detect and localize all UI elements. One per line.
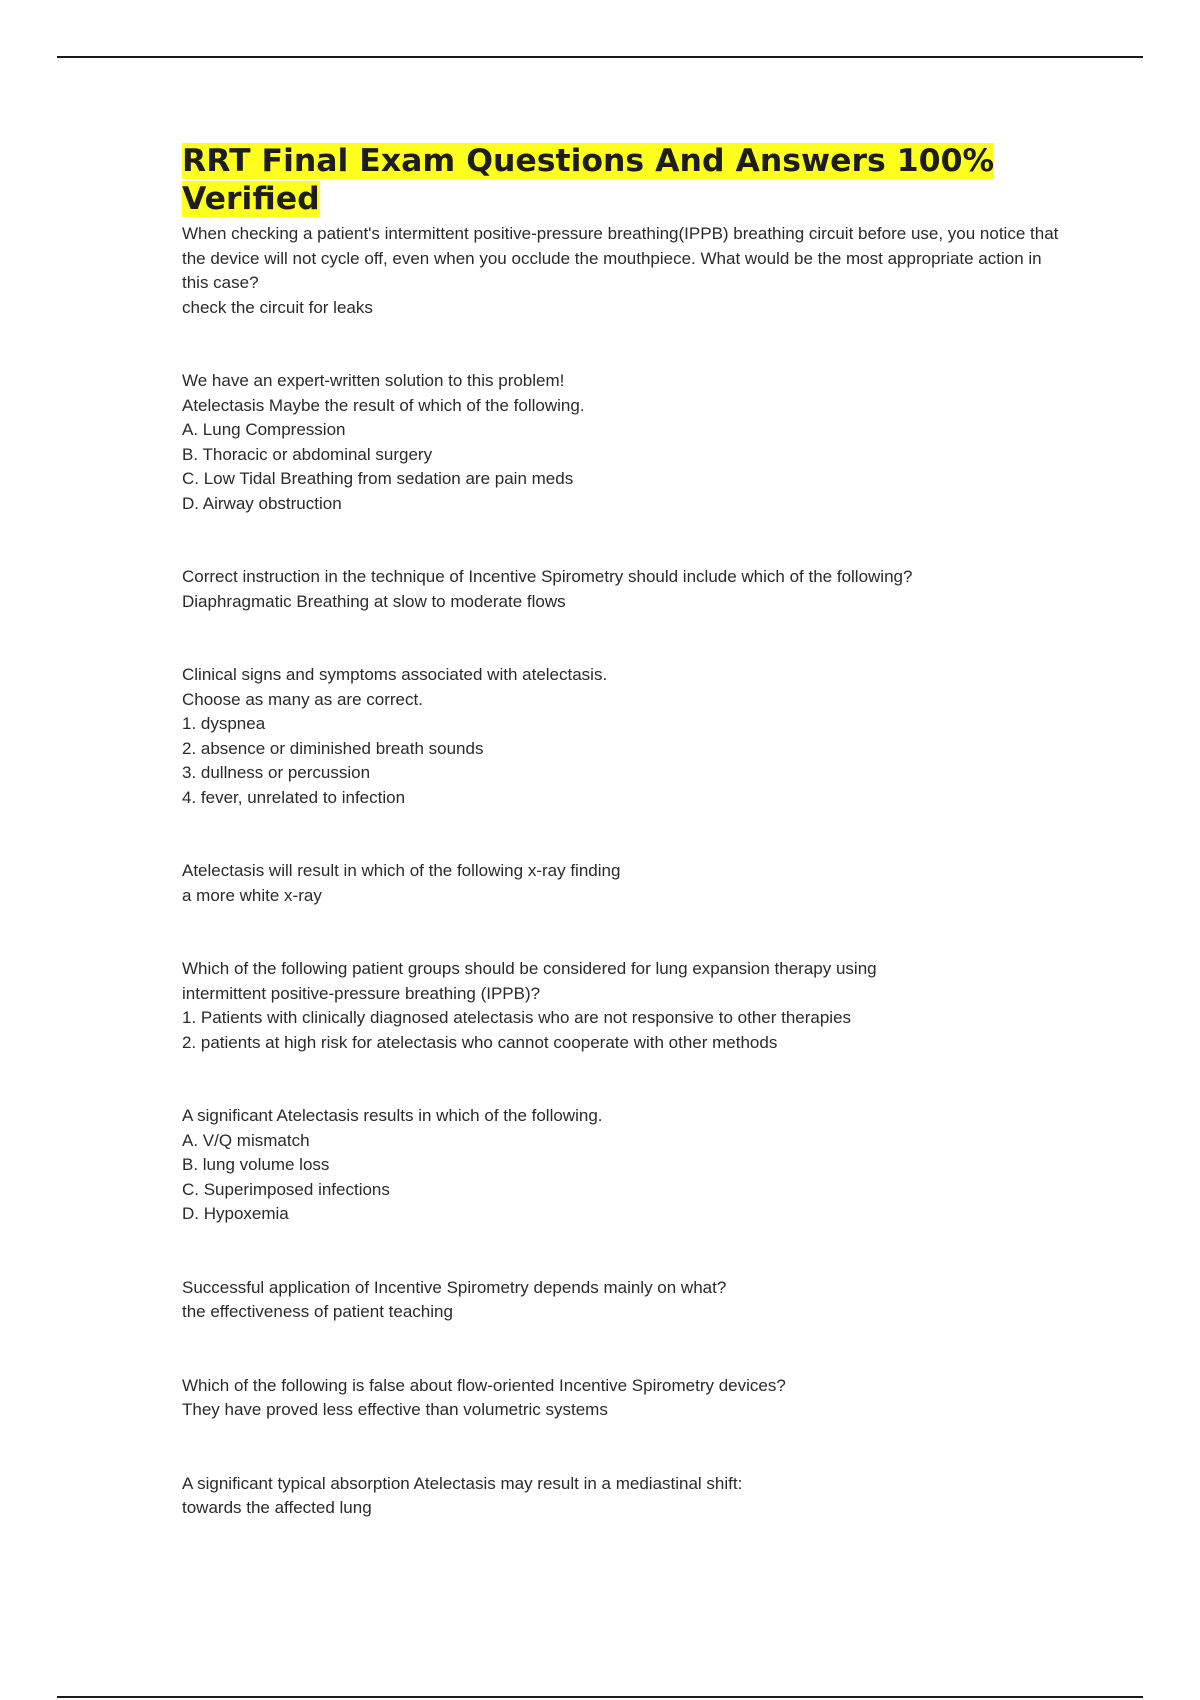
question-text: Which of the following is false about flow-oriented Incentive Spirometry devices? [182, 1375, 786, 1395]
question-text: Atelectasis Maybe the result of which of the following. [182, 395, 585, 415]
answer-text: towards the affected lung [182, 1498, 372, 1517]
document-body [182, 142, 1062, 1521]
title-highlight: RRT Final Exam Questions And Answers 100% Verified [182, 143, 995, 217]
qa-item-10 [182, 1472, 1062, 1521]
question-text-cont: intermittent positive-pressure breathing (IPPB)? [182, 983, 541, 1003]
qa-item-1 [182, 222, 1062, 320]
option-a: A. Lung Compression [182, 420, 346, 439]
answer-item-2: 2. patients at high risk for atelectasis who cannot cooperate with other methods [182, 1032, 778, 1052]
question-instruction: Choose as many as are correct. [182, 689, 423, 709]
question-text: A significant typical absorption Atelectasis may result in a mediastinal shift: [182, 1473, 743, 1493]
answer-item-2: 2. absence or diminished breath sounds [182, 738, 484, 758]
question-text: A significant Atelectasis results in which of the following. [182, 1106, 603, 1125]
answer-text: the effectiveness of patient teaching [182, 1302, 453, 1321]
question-text: Correct instruction in the technique of Incentive Spirometry should include which of the following? [182, 567, 913, 586]
answer-text: a more white x-ray [182, 885, 322, 905]
question-text: Clinical signs and symptoms associated with atelectasis. [182, 665, 608, 684]
header-rule [57, 56, 1143, 58]
answer-text: Diaphragmatic Breathing at slow to moderate flows [182, 591, 566, 611]
qa-item-7 [182, 1104, 1062, 1227]
option-c: C. Low Tidal Breathing from sedation are pain meds [182, 469, 574, 488]
answer-item-1: 1. dyspnea [182, 714, 266, 733]
answer-item-1: 1. Patients with clinically diagnosed atelectasis who are not responsive to other therapies [182, 1008, 852, 1027]
qa-item-8 [182, 1276, 1062, 1325]
answer-text: They have proved less effective than volumetric systems [182, 1400, 608, 1419]
answer-text: check the circuit for leaks [182, 297, 373, 317]
answer-item-3: 3. dullness or percussion [182, 763, 371, 782]
qa-item-5 [182, 859, 1062, 908]
question-text: Which of the following patient groups should be considered for lung expansion therapy using [182, 959, 877, 978]
option-a: A. V/Q mismatch [182, 1130, 310, 1150]
qa-item-2 [182, 369, 1062, 516]
question-text: Successful application of Incentive Spirometry depends mainly on what? [182, 1277, 727, 1297]
document-title [182, 142, 1062, 218]
question-text: Atelectasis will result in which of the following x-ray finding [182, 861, 621, 880]
qa-item-6 [182, 957, 1062, 1055]
qa-item-4 [182, 663, 1062, 810]
option-b: B. Thoracic or abdominal surgery [182, 444, 433, 464]
qa-item-3 [182, 565, 1062, 614]
answer-item-4: 4. fever, unrelated to infection [182, 787, 406, 807]
text-line: We have an expert-written solution to this problem! [182, 371, 565, 390]
option-d: D. Airway obstruction [182, 493, 342, 513]
option-d: D. Hypoxemia [182, 1204, 289, 1223]
question-text: When checking a patient's intermittent positive-pressure breathing(IPPB) breathing circuit before use, you notice that the device will not cycle off, even when you occlude the mouthpiece. What would be the most appropriate action in this case? [182, 224, 1059, 292]
option-b: B. lung volume loss [182, 1155, 330, 1174]
option-c: C. Superimposed infections [182, 1179, 390, 1199]
qa-item-9 [182, 1374, 1062, 1423]
footer-rule [57, 1696, 1143, 1698]
